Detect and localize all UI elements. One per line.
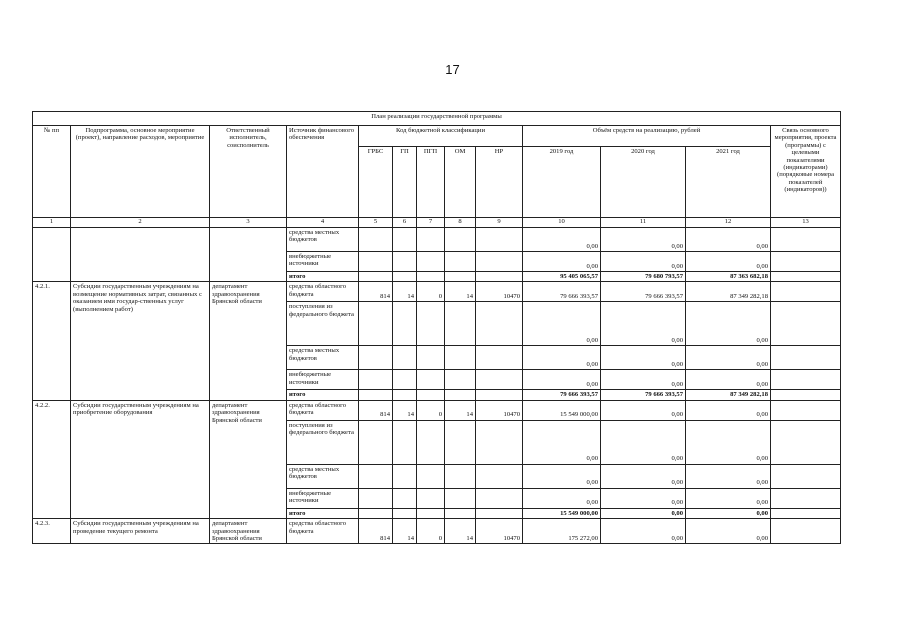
amount-v2019: 0,00 — [523, 420, 601, 464]
table-row — [33, 519, 841, 544]
code-pgp: 0 — [417, 282, 445, 302]
amount-v2021: 0,00 — [686, 252, 771, 272]
amount-v2020: 79 666 393,57 — [601, 390, 686, 400]
amount-v2020: 0,00 — [601, 400, 686, 420]
amount-v2019: 15 549 000,00 — [523, 400, 601, 420]
table-row — [33, 400, 841, 420]
table-title: План реализации государственной программы — [33, 112, 841, 126]
header-pgp: ПГП — [417, 147, 445, 218]
amount-v2020: 0,00 — [601, 420, 686, 464]
amount-v2021: 0,00 — [686, 228, 771, 252]
header-2019: 2019 год — [523, 147, 601, 218]
code-om: 14 — [445, 519, 476, 544]
code-gp — [393, 228, 417, 252]
code-gp: 14 — [393, 519, 417, 544]
column-number: 13 — [771, 218, 841, 228]
code-grbs — [359, 302, 393, 346]
header-num: № пп — [33, 126, 71, 218]
amount-v2021: 0,00 — [686, 370, 771, 390]
amount-v2019: 15 549 000,00 — [523, 508, 601, 518]
funding-source: итого — [287, 390, 359, 400]
code-nr — [476, 346, 523, 370]
column-number: 6 — [393, 218, 417, 228]
code-grbs — [359, 488, 393, 508]
amount-v2019: 0,00 — [523, 370, 601, 390]
code-grbs — [359, 464, 393, 488]
header-subprogram: Подпрограмма, основное мероприятие (проект), направление расходов, мероприятие — [71, 126, 210, 218]
amount-v2019: 0,00 — [523, 252, 601, 272]
code-grbs — [359, 272, 393, 282]
funding-source: внебюджетные источники — [287, 488, 359, 508]
funding-source: внебюджетные источники — [287, 252, 359, 272]
code-gp: 14 — [393, 282, 417, 302]
amount-v2020: 0,00 — [601, 302, 686, 346]
funding-source: средства местных бюджетов — [287, 228, 359, 252]
code-om — [445, 488, 476, 508]
implementation-plan-table — [32, 111, 841, 544]
code-om — [445, 390, 476, 400]
indicator-link — [771, 508, 841, 518]
code-om — [445, 252, 476, 272]
indicator-link — [771, 302, 841, 346]
indicator-link — [771, 420, 841, 464]
code-om — [445, 302, 476, 346]
code-gp — [393, 252, 417, 272]
code-gp — [393, 272, 417, 282]
funding-source: поступления из федерального бюджета — [287, 420, 359, 464]
header-2020: 2020 год — [601, 147, 686, 218]
indicator-link — [771, 370, 841, 390]
column-number: 9 — [476, 218, 523, 228]
header-grbs: ГРБС — [359, 147, 393, 218]
amount-v2020: 0,00 — [601, 488, 686, 508]
code-om — [445, 420, 476, 464]
amount-v2019: 175 272,00 — [523, 519, 601, 544]
indicator-link — [771, 252, 841, 272]
amount-v2020: 79 680 793,57 — [601, 272, 686, 282]
amount-v2020: 0,00 — [601, 464, 686, 488]
table-row — [33, 228, 841, 252]
amount-v2021: 0,00 — [686, 400, 771, 420]
amount-v2019: 79 666 393,57 — [523, 390, 601, 400]
code-grbs — [359, 390, 393, 400]
code-nr — [476, 302, 523, 346]
column-number: 10 — [523, 218, 601, 228]
funding-source: внебюджетные источники — [287, 370, 359, 390]
code-nr — [476, 390, 523, 400]
code-pgp — [417, 302, 445, 346]
column-number: 11 — [601, 218, 686, 228]
code-nr — [476, 228, 523, 252]
indicator-link — [771, 282, 841, 302]
code-om — [445, 464, 476, 488]
header-nr: НР — [476, 147, 523, 218]
item-number: 4.2.2. — [33, 400, 71, 518]
header-volume: Объём средств на реализацию, рублей — [523, 126, 771, 147]
header-2021: 2021 год — [686, 147, 771, 218]
code-gp — [393, 370, 417, 390]
indicator-link — [771, 272, 841, 282]
header-om: ОМ — [445, 147, 476, 218]
code-nr: 10470 — [476, 282, 523, 302]
amount-v2019: 95 405 065,57 — [523, 272, 601, 282]
code-pgp — [417, 420, 445, 464]
code-pgp — [417, 464, 445, 488]
code-grbs — [359, 346, 393, 370]
page-number: 17 — [445, 62, 460, 77]
amount-v2021: 87 349 282,18 — [686, 282, 771, 302]
code-pgp — [417, 508, 445, 518]
code-grbs — [359, 228, 393, 252]
table-row — [33, 282, 841, 302]
amount-v2020: 0,00 — [601, 346, 686, 370]
indicator-link — [771, 464, 841, 488]
amount-v2019: 0,00 — [523, 464, 601, 488]
column-numbers-row — [33, 218, 841, 228]
header-budget-code: Код бюджетной классификации — [359, 126, 523, 147]
code-om — [445, 370, 476, 390]
column-number: 1 — [33, 218, 71, 228]
item-executor — [210, 228, 287, 282]
code-nr — [476, 488, 523, 508]
code-grbs — [359, 370, 393, 390]
amount-v2021: 0,00 — [686, 302, 771, 346]
amount-v2020: 0,00 — [601, 519, 686, 544]
code-nr — [476, 420, 523, 464]
amount-v2020: 0,00 — [601, 252, 686, 272]
item-executor: департамент здравоохранения Брянской области — [210, 519, 287, 544]
item-name: Субсидии государственным учреждениям на проведение текущего ремонта — [71, 519, 210, 544]
code-grbs: 814 — [359, 519, 393, 544]
amount-v2021: 0,00 — [686, 508, 771, 518]
item-executor: департамент здравоохранения Брянской области — [210, 400, 287, 518]
column-number: 7 — [417, 218, 445, 228]
amount-v2021: 0,00 — [686, 420, 771, 464]
code-gp — [393, 346, 417, 370]
funding-source: средства областного бюджета — [287, 400, 359, 420]
code-pgp — [417, 346, 445, 370]
amount-v2019: 0,00 — [523, 302, 601, 346]
code-om — [445, 508, 476, 518]
amount-v2021: 87 349 282,18 — [686, 390, 771, 400]
indicator-link — [771, 400, 841, 420]
code-nr — [476, 508, 523, 518]
code-gp — [393, 464, 417, 488]
header-link: Связь основного мероприятия, проекта (программы) с целевыми показателями (индикаторами) (порядковые номера показателей (индикаторов)) — [771, 126, 841, 218]
indicator-link — [771, 228, 841, 252]
amount-v2020: 0,00 — [601, 370, 686, 390]
funding-source: средства местных бюджетов — [287, 346, 359, 370]
indicator-link — [771, 488, 841, 508]
indicator-link — [771, 390, 841, 400]
item-number — [33, 228, 71, 282]
amount-v2021: 0,00 — [686, 519, 771, 544]
amount-v2021: 0,00 — [686, 464, 771, 488]
code-gp — [393, 420, 417, 464]
code-pgp — [417, 370, 445, 390]
code-gp — [393, 508, 417, 518]
column-number: 2 — [71, 218, 210, 228]
funding-source: средства областного бюджета — [287, 519, 359, 544]
item-name: Субсидии государственным учреждениям на возмещение нормативных затрат, связанных с оказанием ими государ-ственных услуг (выполнением работ) — [71, 282, 210, 400]
code-nr: 10470 — [476, 400, 523, 420]
column-number: 3 — [210, 218, 287, 228]
header-source: Источник финансового обеспечения — [287, 126, 359, 218]
funding-source: поступления из федерального бюджета — [287, 302, 359, 346]
amount-v2021: 0,00 — [686, 346, 771, 370]
code-om: 14 — [445, 400, 476, 420]
code-nr — [476, 252, 523, 272]
item-executor: департамент здравоохранения Брянской области — [210, 282, 287, 400]
item-number: 4.2.3. — [33, 519, 71, 544]
code-nr — [476, 370, 523, 390]
funding-source: итого — [287, 508, 359, 518]
item-number: 4.2.1. — [33, 282, 71, 400]
funding-source: средства местных бюджетов — [287, 464, 359, 488]
code-om — [445, 228, 476, 252]
amount-v2019: 0,00 — [523, 488, 601, 508]
column-number: 8 — [445, 218, 476, 228]
code-gp — [393, 488, 417, 508]
header-gp: ГП — [393, 147, 417, 218]
code-grbs — [359, 508, 393, 518]
code-nr — [476, 464, 523, 488]
code-pgp — [417, 390, 445, 400]
code-om — [445, 272, 476, 282]
code-pgp — [417, 228, 445, 252]
funding-source: средства областного бюджета — [287, 282, 359, 302]
code-gp — [393, 302, 417, 346]
amount-v2021: 87 363 682,18 — [686, 272, 771, 282]
indicator-link — [771, 346, 841, 370]
funding-source: итого — [287, 272, 359, 282]
amount-v2021: 0,00 — [686, 488, 771, 508]
code-nr — [476, 272, 523, 282]
column-number: 12 — [686, 218, 771, 228]
item-name — [71, 228, 210, 282]
header-executor: Ответственный исполнитель, соисполнитель — [210, 126, 287, 218]
code-grbs — [359, 420, 393, 464]
amount-v2019: 0,00 — [523, 346, 601, 370]
code-nr: 10470 — [476, 519, 523, 544]
amount-v2020: 0,00 — [601, 228, 686, 252]
indicator-link — [771, 519, 841, 544]
item-name: Субсидии государственным учреждениям на приобретение оборудования — [71, 400, 210, 518]
code-pgp — [417, 272, 445, 282]
amount-v2019: 0,00 — [523, 228, 601, 252]
code-grbs: 814 — [359, 400, 393, 420]
code-pgp: 0 — [417, 400, 445, 420]
amount-v2020: 0,00 — [601, 508, 686, 518]
amount-v2020: 79 666 393,57 — [601, 282, 686, 302]
code-pgp: 0 — [417, 519, 445, 544]
column-number: 5 — [359, 218, 393, 228]
code-pgp — [417, 488, 445, 508]
column-number: 4 — [287, 218, 359, 228]
code-pgp — [417, 252, 445, 272]
code-gp: 14 — [393, 400, 417, 420]
code-gp — [393, 390, 417, 400]
code-om — [445, 346, 476, 370]
code-om: 14 — [445, 282, 476, 302]
code-grbs — [359, 252, 393, 272]
code-grbs: 814 — [359, 282, 393, 302]
amount-v2019: 79 666 393,57 — [523, 282, 601, 302]
